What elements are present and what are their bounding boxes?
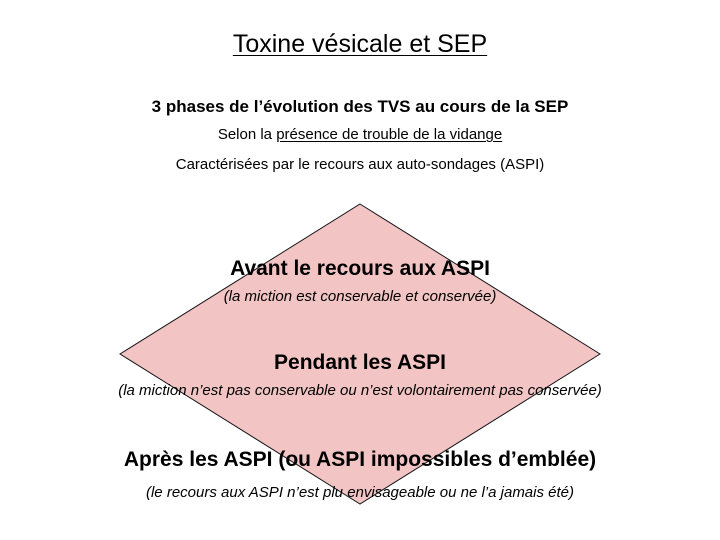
phase-2-note: (la miction n’est pas conservable ou n’est volontairement pas conservée)	[118, 382, 602, 399]
classification-criterion	[0, 125, 720, 145]
phase-3-title: Après les ASPI (ou ASPI impossibles d’emblée)	[123, 448, 597, 471]
criterion-underlined: présence de trouble de la vidange	[276, 126, 503, 143]
phase-1-title: Avant le recours aux ASPI	[230, 257, 490, 280]
criterion-prefix: Selon la	[217, 126, 277, 143]
phase-2-title: Pendant les ASPI	[274, 351, 446, 374]
slide-subtitle: 3 phases de l’évolution des TVS au cours de la SEP	[151, 97, 569, 116]
phase-3-note: (le recours aux ASPI n’est plu envisageable ou ne l’a jamais été)	[145, 484, 574, 501]
slide-title: Toxine vésicale et SEP	[232, 30, 488, 58]
characterization-text: Caractérisées par le recours aux auto-sondages (ASPI)	[175, 156, 545, 173]
phase-1-note: (la miction est conservable et conservée)	[223, 288, 497, 305]
